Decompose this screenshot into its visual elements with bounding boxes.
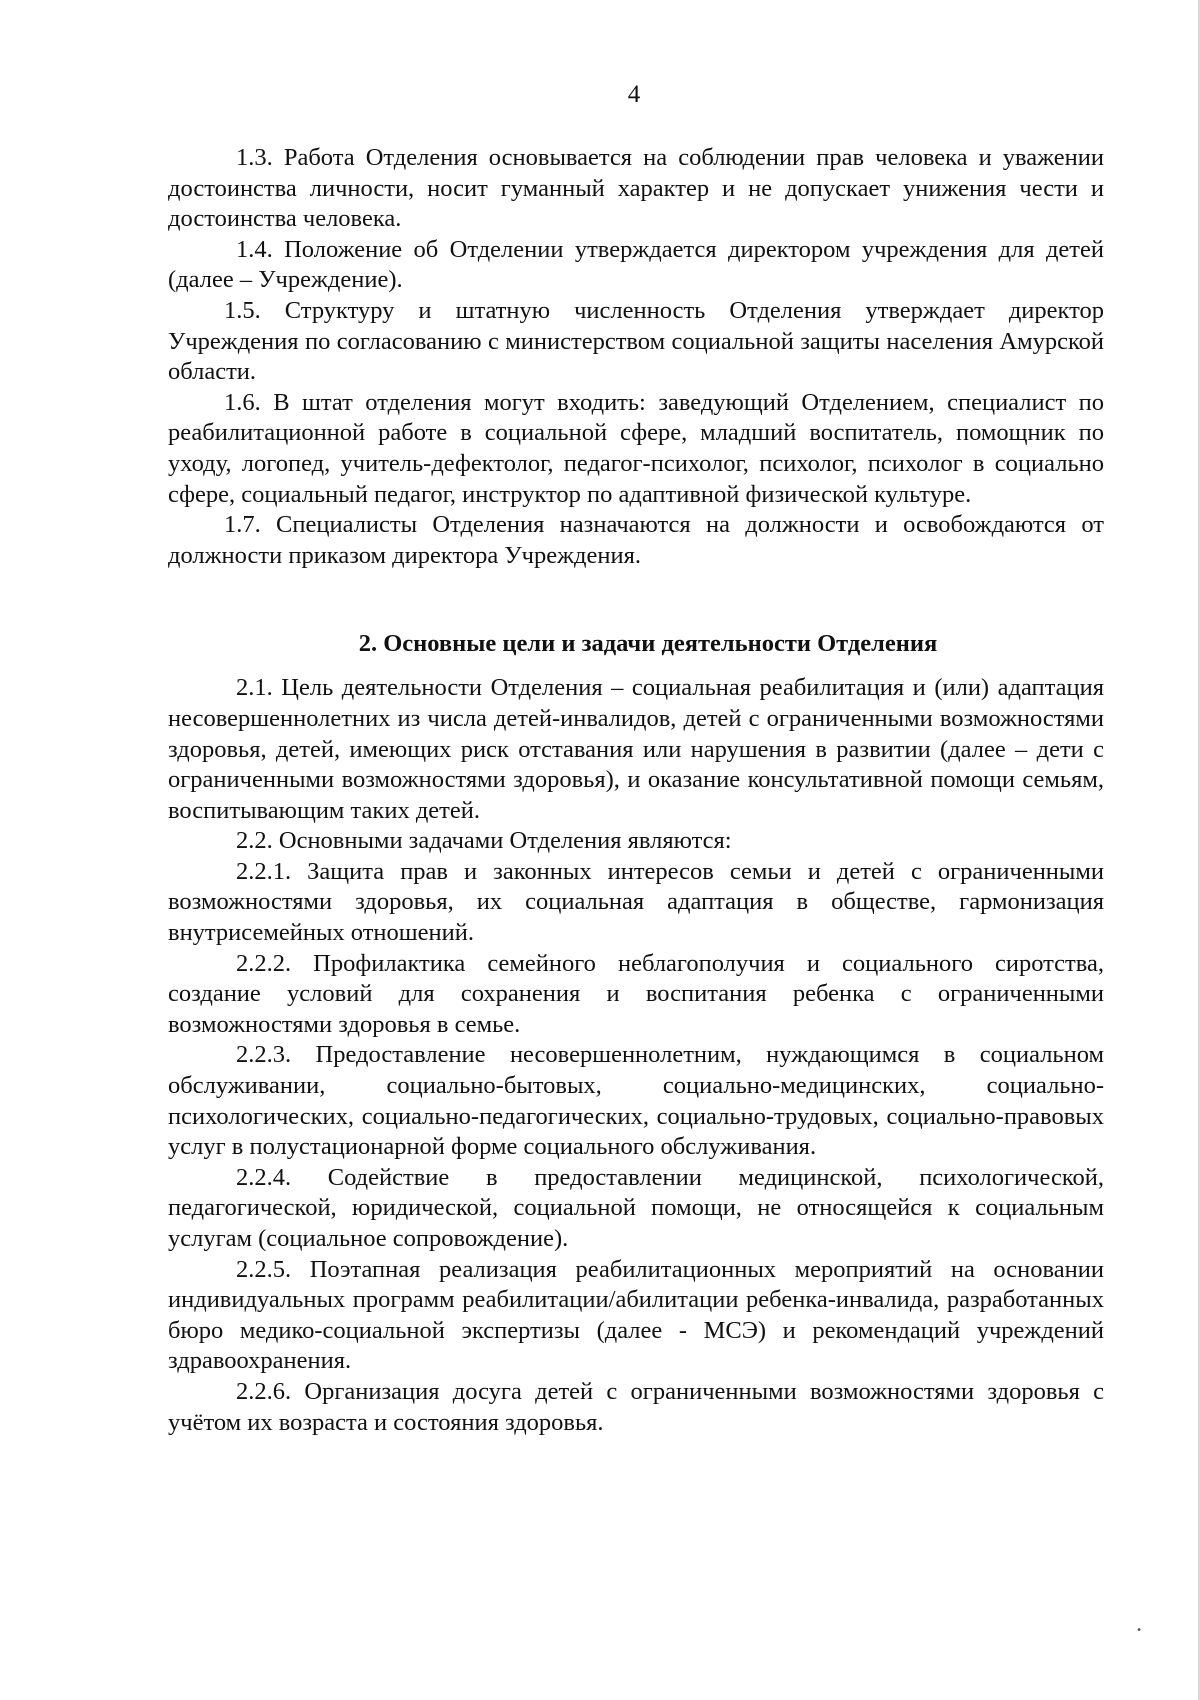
paragraph-2-2-4: 2.2.4. Содействие в предоставлении медицинской, психологической, педагогической, юридической, социальной помощи, не относящейся к социальным услугам (социальное сопровождение). bbox=[168, 1163, 1104, 1252]
scan-speck: • bbox=[1136, 1625, 1142, 1636]
paragraph-2-2-5: 2.2.5. Поэтапная реализация реабилитационных мероприятий на основании индивидуальных программ реабилитации/абилитации ребенка-инвалида, разработанных бюро медико-социальной экспертизы (далее - МСЭ) и рекомендаций учреждений здравоохранения. bbox=[168, 1255, 1104, 1375]
page-number: 4 bbox=[627, 81, 641, 108]
paragraph-1-6: 1.6. В штат отделения могут входить: заведующий Отделением, специалист по реабилитационной работе в социальной сфере, младший воспитатель, помощник по уходу, логопед, учитель-дефектолог, педагог-психолог, психолог, психолог в социально сфере, социальный педагог, инструктор по адаптивной физической культуре. bbox=[168, 388, 1104, 508]
paragraph-2-2-3: 2.2.3. Предоставление несовершеннолетним, нуждающимся в социальном обслуживании, социально-бытовых, социально-медицинских, социально-психологических, социально-педагогических, социально-трудовых, социально-правовых услуг в полустационарной форме социального обслуживания. bbox=[168, 1041, 1104, 1161]
paragraph-2-2-6: 2.2.6. Организация досуга детей с ограниченными возможностями здоровья с учётом их возраста и состояния здоровья. bbox=[168, 1377, 1104, 1436]
paragraph-1-7: 1.7. Специалисты Отделения назначаются на должности и освобождаются от должности приказом директора Учреждения. bbox=[168, 511, 1104, 569]
document-body bbox=[168, 143, 1104, 1438]
paragraph-2-1: 2.1. Цель деятельности Отделения – социальная реабилитация и (или) адаптация несовершеннолетних из числа детей-инвалидов, детей с ограниченными возможностями здоровья, детей, имеющих риск отставания или нарушения в развитии (далее – дети с ограниченными возможностями здоровья), и оказание консультативной помощи семьям, воспитывающим таких детей. bbox=[168, 674, 1104, 824]
paragraph-2-2: 2.2. Основными задачами Отделения являются: bbox=[236, 827, 732, 855]
paragraph-1-3: 1.3. Работа Отделения основывается на соблюдении прав человека и уважении достоинства личности, носит гуманный характер и не допускает унижения чести и достоинства человека. bbox=[168, 144, 1104, 233]
section-heading: 2. Основные цели и задачи деятельности Отделения bbox=[358, 630, 938, 658]
paragraph-2-2-2: 2.2.2. Профилактика семейного неблагополучия и социального сиротства, создание условий для сохранения и воспитания ребенка с ограниченными возможностями здоровья в семье. bbox=[168, 949, 1104, 1038]
paragraph-1-5: 1.5. Структуру и штатную численность Отделения утверждает директор Учреждения по согласованию с министерством социальной защиты населения Амурской области. bbox=[168, 296, 1104, 386]
paragraph-1-4: 1.4. Положение об Отделении утверждается директором учреждения для детей (далее – Учреждение). bbox=[168, 235, 1104, 294]
paragraph-2-2-1: 2.2.1. Защита прав и законных интересов семьи и детей с ограниченными возможностями здоровья, их социальная адаптация в обществе, гармонизация внутрисемейных отношений. bbox=[168, 857, 1104, 947]
